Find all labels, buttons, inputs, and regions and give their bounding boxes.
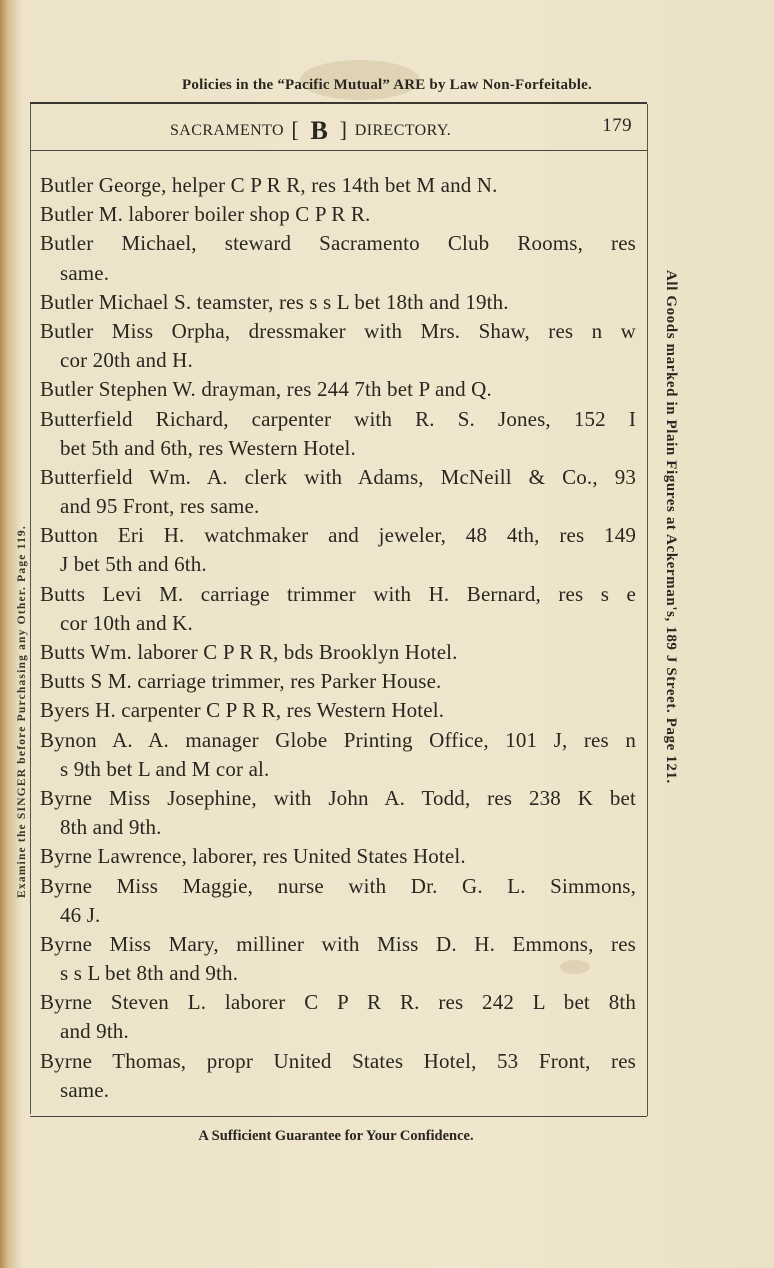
- directory-entry: [40, 667, 636, 696]
- page-number: 179: [602, 115, 632, 136]
- directory-entry: [40, 872, 636, 930]
- entry-continuation-line: same.: [60, 1077, 110, 1102]
- entry-continuation-line: same.: [60, 260, 110, 285]
- running-head-title: [170, 116, 451, 146]
- running-head-city: SACRAMENTO: [170, 122, 284, 139]
- entry-continuation-line: s s L bet 8th and 9th.: [60, 961, 239, 986]
- directory-entry: [40, 171, 636, 200]
- directory-entry: [40, 988, 636, 1046]
- entry-line: Byers H. carpenter C P R R, res Western Hotel.: [40, 698, 445, 723]
- running-head-open-bracket: [: [291, 117, 300, 142]
- directory-entry: [40, 726, 636, 784]
- right-border-line: [647, 104, 648, 1116]
- directory-entry: [40, 463, 636, 521]
- directory-entry: [40, 784, 636, 842]
- entry-line: Butler George, helper C P R R, res 14th bet M and N.: [40, 173, 498, 197]
- header-rule: [30, 150, 647, 151]
- entry-line: Butterfield Richard, carpenter with R. S. Jones, 152 I: [40, 406, 636, 431]
- directory-entry: [40, 288, 636, 317]
- entry-line: Byrne Miss Maggie, nurse with Dr. G. L. Simmons,: [40, 873, 636, 898]
- directory-entry: [40, 229, 636, 287]
- entry-continuation-line: and 95 Front, res same.: [60, 494, 260, 519]
- running-head-letter: B: [310, 116, 329, 145]
- directory-entry: [40, 200, 636, 229]
- directory-entry: [40, 580, 636, 638]
- directory-entry: [40, 317, 636, 375]
- entry-line: Butts Levi M. carriage trimmer with H. Bernard, res s e: [40, 581, 636, 606]
- bottom-rule: [30, 1116, 647, 1117]
- directory-entry: [40, 521, 636, 579]
- entry-line: Byrne Lawrence, laborer, res United States Hotel.: [40, 844, 466, 869]
- entry-continuation-line: 46 J.: [60, 902, 101, 927]
- entry-line: Button Eri H. watchmaker and jeweler, 48 4th, res 149: [40, 523, 636, 548]
- entry-line: Butler Stephen W. drayman, res 244 7th bet P and Q.: [40, 377, 492, 402]
- entry-continuation-line: cor 10th and K.: [60, 610, 193, 635]
- left-margin-advertisement: Examine the SINGER before Purchasing any Other. Page 119.: [16, 525, 28, 898]
- entry-line: Byrne Miss Mary, milliner with Miss D. H. Emmons, res: [40, 931, 636, 956]
- entry-continuation-line: J bet 5th and 6th.: [60, 552, 207, 577]
- directory-entry: [40, 842, 636, 871]
- entry-line: Butler Michael S. teamster, res s s L bet 18th and 19th.: [40, 289, 509, 314]
- entry-line: Byrne Thomas, propr United States Hotel, 53 Front, res: [40, 1048, 636, 1073]
- right-margin-advertisement: All Goods marked in Plain Figures at Ackerman's, 189 J Street. Page 121.: [663, 270, 679, 784]
- entry-line: Butler M. laborer boiler shop C P R R.: [40, 202, 371, 227]
- entry-continuation-line: bet 5th and 6th, res Western Hotel.: [60, 435, 356, 460]
- entry-continuation-line: 8th and 9th.: [60, 815, 162, 840]
- entry-line: Butterfield Wm. A. clerk with Adams, McNeill & Co., 93: [40, 464, 636, 489]
- top-rule: [30, 102, 647, 104]
- entry-line: Butler Michael, steward Sacramento Club Rooms, res: [40, 231, 636, 256]
- entry-continuation-line: cor 20th and H.: [60, 348, 193, 373]
- bottom-advertisement: A Sufficient Guarantee for Your Confidence.: [198, 1128, 474, 1144]
- running-head-directory: DIRECTORY.: [354, 122, 452, 139]
- entry-continuation-line: s 9th bet L and M cor al.: [60, 756, 270, 781]
- top-advertisement: Policies in the “Pacific Mutual” ARE by Law Non-Forfeitable.: [182, 77, 592, 93]
- entry-line: Bynon A. A. manager Globe Printing Office, 101 J, res n: [40, 727, 636, 752]
- directory-entry: [40, 638, 636, 667]
- directory-entry: [40, 1047, 636, 1105]
- entry-line: Butts Wm. laborer C P R R, bds Brooklyn Hotel.: [40, 640, 458, 664]
- directory-entries: [40, 171, 636, 1105]
- directory-entry: [40, 375, 636, 404]
- directory-entry: [40, 696, 636, 725]
- entry-continuation-line: and 9th.: [60, 1019, 129, 1044]
- entry-line: Butts S M. carriage trimmer, res Parker House.: [40, 669, 442, 694]
- entry-line: Byrne Steven L. laborer C P R R. res 242 L bet 8th: [40, 990, 636, 1015]
- directory-entry: [40, 930, 636, 988]
- entry-line: Byrne Miss Josephine, with John A. Todd, res 238 K bet: [40, 785, 636, 810]
- entry-line: Butler Miss Orpha, dressmaker with Mrs. Shaw, res n w: [40, 318, 636, 343]
- running-head-close-bracket: ]: [339, 117, 348, 142]
- directory-entry: [40, 405, 636, 463]
